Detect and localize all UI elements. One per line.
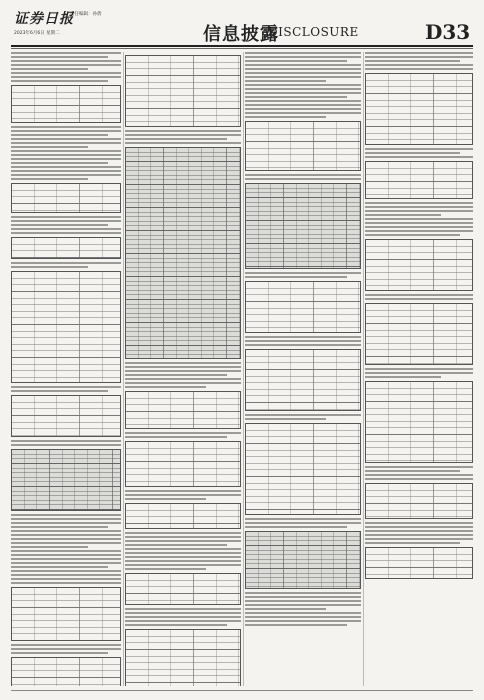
data-table: [245, 183, 361, 269]
section-title-en: DISCLOSURE: [268, 25, 359, 39]
data-table: [365, 483, 473, 519]
header-rule: [11, 45, 473, 47]
data-table: [11, 449, 121, 511]
data-table: [11, 271, 121, 383]
editor-line: 责任编辑：孙倩: [70, 12, 102, 17]
data-table: [125, 573, 241, 605]
column-divider: [243, 52, 244, 686]
newspaper-logo: 证券日报: [14, 11, 74, 27]
data-table: [11, 85, 121, 123]
header-rule-thin: [11, 48, 473, 49]
data-table: [125, 391, 241, 429]
data-table: [11, 657, 121, 686]
column-3: [245, 52, 361, 686]
data-table: [125, 503, 241, 529]
data-table: [11, 183, 121, 213]
data-table: [365, 381, 473, 463]
data-table: [125, 441, 241, 487]
data-table: [245, 531, 361, 589]
data-table: [125, 55, 241, 127]
data-table: [11, 587, 121, 641]
column-1: [11, 52, 121, 686]
data-table: [365, 303, 473, 365]
data-table: [365, 161, 473, 199]
data-table: [245, 121, 361, 171]
data-table: [125, 629, 241, 686]
data-table: [125, 147, 241, 359]
data-table: [11, 237, 121, 259]
masthead: [0, 0, 484, 46]
column-divider: [363, 52, 364, 686]
data-table: [11, 395, 121, 437]
data-table: [245, 349, 361, 411]
column-divider: [123, 52, 124, 686]
data-table: [245, 281, 361, 333]
page-number: D33: [425, 20, 471, 44]
footer-rule: [11, 690, 473, 691]
column-4: [365, 52, 473, 686]
section-title-cn: 信息披露: [203, 24, 279, 45]
data-table: [245, 423, 361, 515]
date-line: 2023年6月6日 星期二: [14, 31, 60, 36]
data-table: [365, 547, 473, 579]
data-table: [365, 73, 473, 145]
column-2: [125, 52, 241, 686]
data-table: [365, 239, 473, 291]
